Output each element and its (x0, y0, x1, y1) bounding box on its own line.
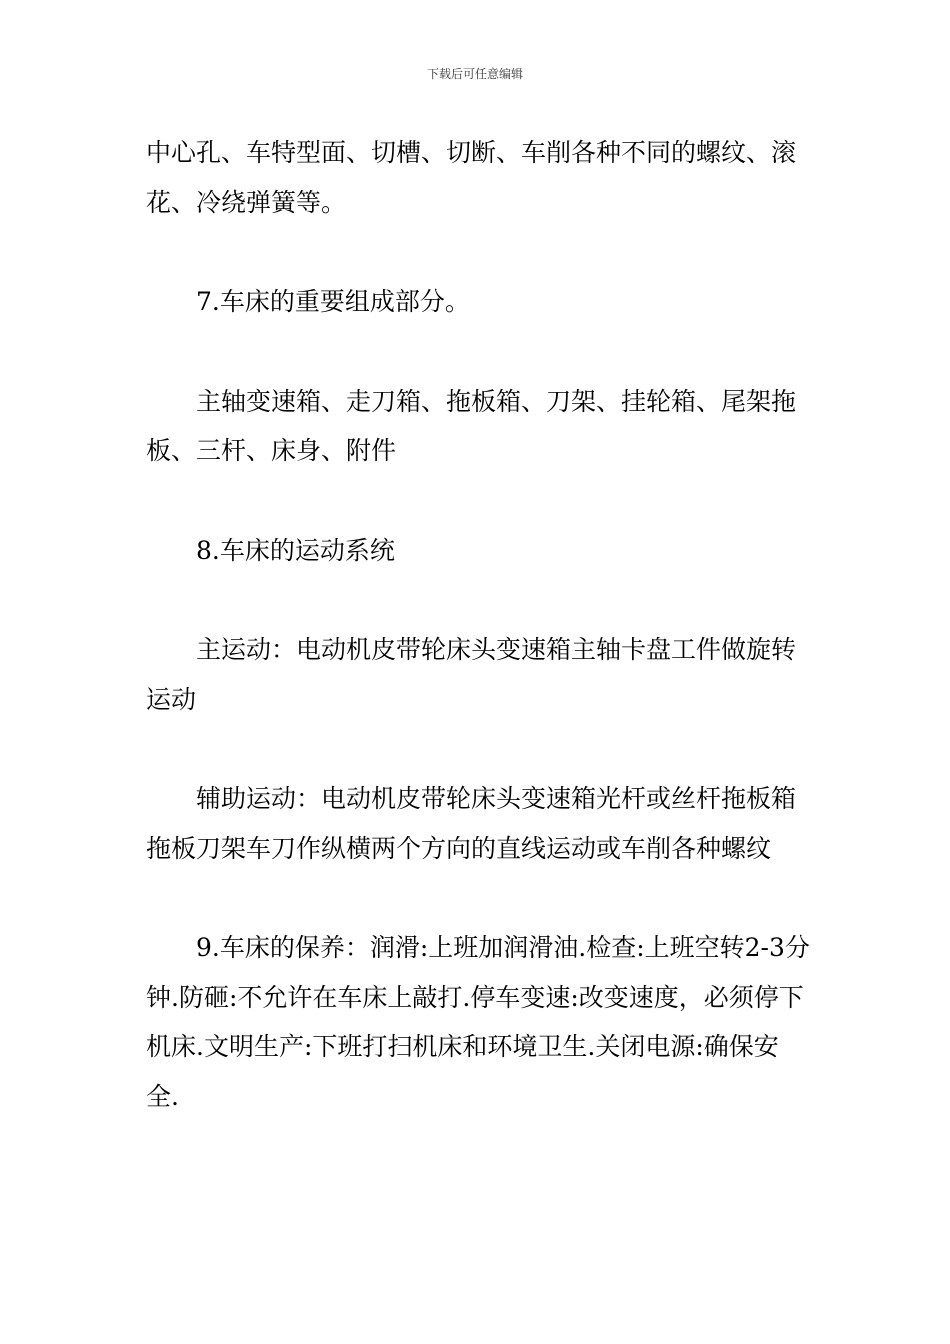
document-body (146, 128, 810, 1171)
paragraph-lathe-maintenance: 9.车床的保养：润滑:上班加润滑油.检查:上班空转2-3分钟.防砸:不允许在车床上敲打.停车变速:改变速度，必须停下机床.文明生产:下班打扫机床和环境卫生.关闭电源:确保安全. (146, 933, 810, 1111)
heading-item-8: 8.车床的运动系统 (196, 535, 395, 565)
paragraph-lathe-components: 主轴变速箱、走刀箱、拖板箱、刀架、挂轮箱、尾架拖板、三杆、床身、附件 (146, 386, 797, 465)
paragraph-continuation: 中心孔、车特型面、切槽、切断、车削各种不同的螺纹、滚花、冷绕弹簧等。 (146, 138, 797, 217)
paragraph-auxiliary-motion: 辅助运动：电动机皮带轮床头变速箱光杆或丝杆拖板箱拖板刀架车刀作纵横两个方向的直线运动或车削各种螺纹 (146, 784, 797, 863)
heading-item-7: 7.车床的重要组成部分。 (196, 287, 470, 316)
page-header-note: 下载后可任意编辑 (426, 67, 523, 81)
paragraph-main-motion: 主运动：电动机皮带轮床头变速箱主轴卡盘工件做旋转运动 (146, 635, 797, 714)
